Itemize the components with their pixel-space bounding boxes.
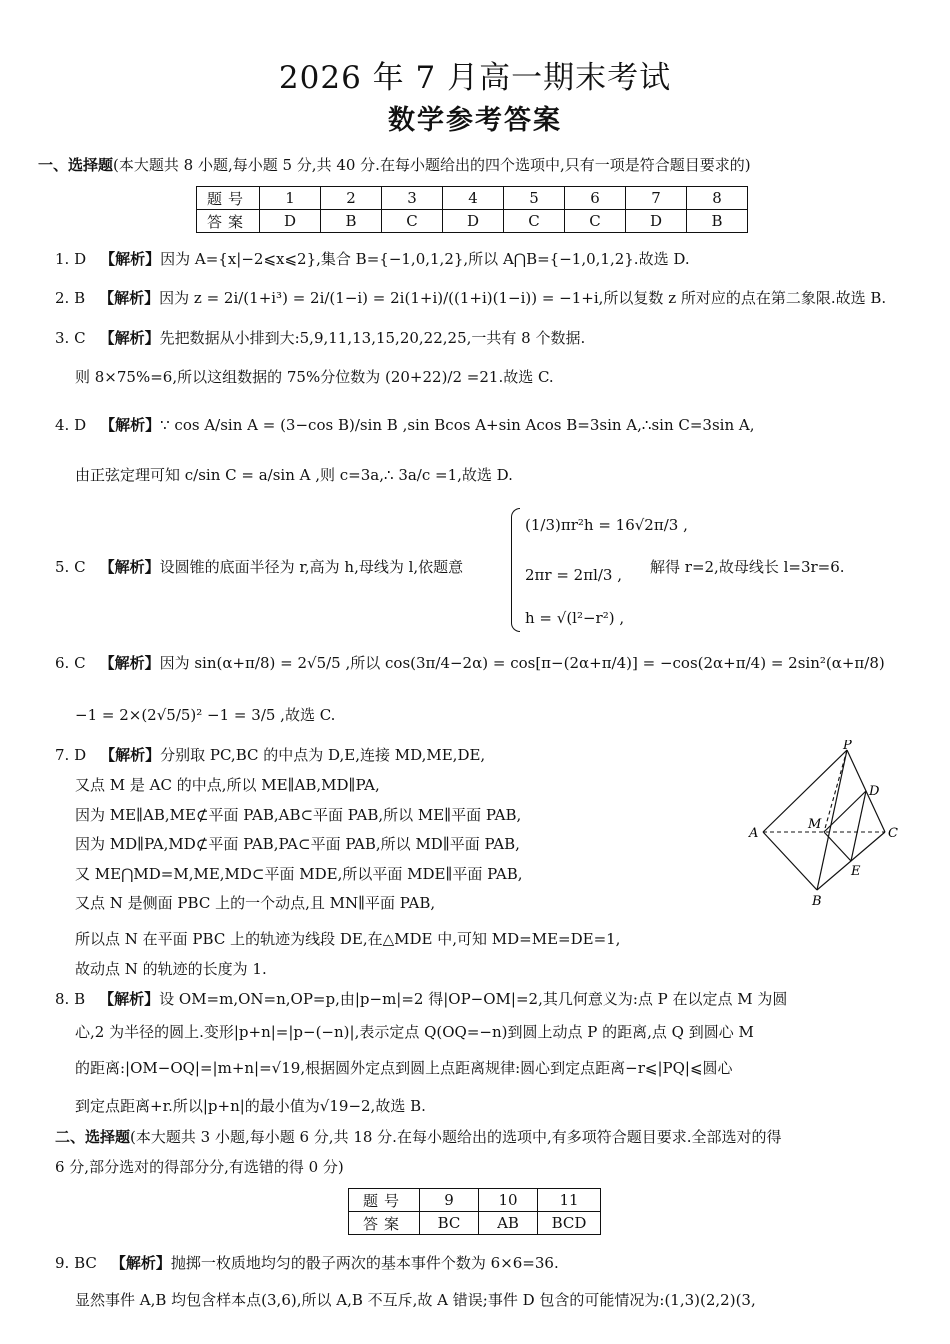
q1-number: 1. D [55, 250, 87, 268]
q6-number: 6. C [55, 654, 86, 672]
table-cell: D [443, 210, 504, 233]
table-cell: BCD [538, 1212, 601, 1235]
q3-tag: 【解析】 [99, 329, 160, 347]
table-cell: BC [420, 1212, 479, 1235]
q9-tag: 【解析】 [110, 1254, 171, 1272]
q1-solution [55, 249, 910, 269]
page-subtitle: 数学参考答案 [388, 105, 562, 136]
q6-line2: −1 = 2×(2√5/5)² −1 = 3/5 ,故选 C. [75, 706, 336, 724]
vertex-label-M: M [808, 817, 822, 832]
section2-heading-line [55, 1127, 910, 1147]
table-header-cell: 题号 [349, 1189, 420, 1212]
q7-line1: 分别取 PC,BC 的中点为 D,E,连接 MD,ME,DE, [160, 746, 486, 764]
q4-number: 4. D [55, 416, 87, 434]
q8-number: 8. B [55, 990, 86, 1008]
table-header-cell: 答案 [197, 210, 260, 233]
q7-line4: 因为 MD∥PA,MD⊄平面 PAB,PA⊂平面 PAB,所以 MD∥平面 PAB, [75, 835, 520, 853]
q2-tag: 【解析】 [99, 289, 160, 307]
q4-solution [55, 415, 910, 435]
vertex-label-P: P [843, 740, 852, 753]
q4-tag: 【解析】 [100, 416, 161, 434]
q5-result: 解得 r=2,故母线长 l=3r=6. [650, 558, 845, 576]
table-cell: D [626, 210, 687, 233]
q5-number: 5. C [55, 558, 86, 576]
edge-AB [763, 832, 817, 890]
section2-desc: (本大题共 3 小题,每小题 6 分,共 18 分.在每小题给出的选项中,有多项符合题目要求.全部选对的得 [130, 1128, 782, 1146]
section2-desc-line2: 6 分,部分选对的得部分分,有选错的得 0 分) [55, 1158, 344, 1176]
q5-text: 设圆锥的底面半径为 r,高为 h,母线为 l,依题意 [159, 558, 464, 576]
page-title: 2026 年 7 月高一期末考试 [278, 60, 672, 96]
section1-heading-line [38, 155, 910, 175]
table-cell: C [382, 210, 443, 233]
table-header-cell: 题号 [197, 187, 260, 210]
q5-eq1: (1/3)πr²h = 16√2π/3 , [525, 516, 688, 534]
q5-eq3: h = √(l²−r²) , [525, 609, 625, 627]
vertex-label-C: C [888, 826, 898, 841]
table-row [349, 1189, 601, 1212]
q6-solution [55, 653, 910, 673]
table-cell: 10 [479, 1189, 538, 1212]
vertex-label-D: D [869, 784, 880, 799]
q2-solution [55, 288, 910, 308]
table-cell: 5 [504, 187, 565, 210]
q8-line3: 的距离:|OM−OQ|=|m+n|=√19,根据圆外定点到圆上点距离规律:圆心到定点距离−r⩽|PQ|⩽圆心 [75, 1059, 733, 1077]
table-cell: 6 [565, 187, 626, 210]
table-row [197, 187, 748, 210]
q7-line8: 故动点 N 的轨迹的长度为 1. [75, 960, 267, 978]
q6-tag: 【解析】 [99, 654, 160, 672]
q5-system-brace [511, 508, 520, 632]
table-cell: D [260, 210, 321, 233]
q9-text: 抛掷一枚质地均匀的骰子两次的基本事件个数为 6×6=36. [170, 1254, 559, 1272]
table-row [197, 210, 748, 233]
q5-tag: 【解析】 [99, 558, 160, 576]
q4-line2: 由正弦定理可知 c/sin C = a/sin A ,则 c=3a,∴ 3a/c =1,故选 D. [75, 466, 513, 484]
q8-line2: 心,2 为半径的圆上.变形|p+n|=|p−(−n)|,表示定点 Q(OQ=−n)到圆上动点 P 的距离,点 Q 到圆心 M [75, 1023, 754, 1041]
pyramid-diagram [745, 740, 905, 910]
q3-solution [55, 328, 910, 348]
segment-PM-hidden [824, 750, 847, 832]
q9-solution [55, 1253, 910, 1273]
table-cell: 7 [626, 187, 687, 210]
q2-number: 2. B [55, 289, 86, 307]
table-header-cell: 答案 [349, 1212, 420, 1235]
q3-text: 先把数据从小排到大:5,9,11,13,15,20,22,25,一共有 8 个数据. [159, 329, 586, 347]
q8-tag: 【解析】 [99, 990, 160, 1008]
section2-answer-table [348, 1188, 601, 1235]
q3-number: 3. C [55, 329, 86, 347]
q8-solution [55, 989, 910, 1009]
q4-text: ∵ cos A/sin A = (3−cos B)/sin B ,sin Bcos A+sin Acos B=3sin A,∴sin C=3sin A, [160, 416, 755, 434]
section1-answer-table [196, 186, 748, 233]
section2-heading: 二、选择题 [55, 1128, 131, 1146]
q9-number: 9. BC [55, 1254, 97, 1272]
q7-line7: 所以点 N 在平面 PBC 上的轨迹为线段 DE,在△MDE 中,可知 MD=ME=DE=1, [75, 930, 621, 948]
table-cell: C [565, 210, 626, 233]
q7-line6: 又点 N 是侧面 PBC 上的一个动点,且 MN∥平面 PAB, [75, 894, 436, 912]
table-row [349, 1212, 601, 1235]
q8-line1: 设 OM=m,ON=n,OP=p,由|p−m|=2 得|OP−OM|=2,其几何意义为:点 P 在以定点 M 为圆 [159, 990, 788, 1008]
q7-line2: 又点 M 是 AC 的中点,所以 ME∥AB,MD∥PA, [75, 776, 380, 794]
table-cell: 8 [687, 187, 748, 210]
table-cell: 1 [260, 187, 321, 210]
q3-line2: 则 8×75%=6,所以这组数据的 75%分位数为 (20+22)/2 =21.故选 C. [75, 368, 554, 386]
table-cell: 2 [321, 187, 382, 210]
table-cell: 3 [382, 187, 443, 210]
q7-number: 7. D [55, 746, 87, 764]
table-cell: 11 [538, 1189, 601, 1212]
vertex-label-A: A [749, 826, 759, 841]
q6-text: 因为 sin(α+π/8) = 2√5/5 ,所以 cos(3π/4−2α) = cos[π−(2α+π/4)] = −cos(2α+π/4) = 2sin²(α+π/8) [159, 654, 885, 672]
vertex-label-B: B [812, 894, 822, 909]
q2-text: 因为 z = 2i/(1+i³) = 2i/(1−i) = 2i(1+i)/((1+i)(1−i)) = −1+i,所以复数 z 所对应的点在第二象限.故选 B. [159, 289, 887, 307]
segment-ME [824, 832, 851, 861]
table-cell: B [687, 210, 748, 233]
table-cell: 9 [420, 1189, 479, 1212]
section1-desc: (本大题共 8 小题,每小题 5 分,共 40 分.在每小题给出的四个选项中,只有一项是符合题目要求的) [113, 156, 751, 174]
q7-tag: 【解析】 [100, 746, 161, 764]
table-cell: C [504, 210, 565, 233]
section1-heading: 一、选择题 [38, 156, 114, 174]
table-cell: 4 [443, 187, 504, 210]
q5-eq2: 2πr = 2πl/3 , [525, 566, 623, 584]
q7-line5: 又 ME⋂MD=M,ME,MD⊂平面 MDE,所以平面 MDE∥平面 PAB, [75, 865, 523, 883]
q9-line2: 显然事件 A,B 均包含样本点(3,6),所以 A,B 不互斥,故 A 错误;事件 D 包含的可能情况为:(1,3)(2,2)(3, [75, 1291, 756, 1309]
table-cell: AB [479, 1212, 538, 1235]
vertex-label-E: E [851, 864, 861, 879]
q7-line3: 因为 ME∥AB,ME⊄平面 PAB,AB⊂平面 PAB,所以 ME∥平面 PAB, [75, 806, 522, 824]
q1-text: 因为 A={x|−2⩽x⩽2},集合 B={−1,0,1,2},所以 A⋂B={−1,0,1,2}.故选 D. [160, 250, 690, 268]
q7-pyramid-figure [745, 740, 905, 910]
edge-PA [763, 750, 847, 832]
q1-tag: 【解析】 [100, 250, 161, 268]
q8-line4: 到定点距离+r.所以|p+n|的最小值为√19−2,故选 B. [75, 1097, 426, 1115]
table-cell: B [321, 210, 382, 233]
